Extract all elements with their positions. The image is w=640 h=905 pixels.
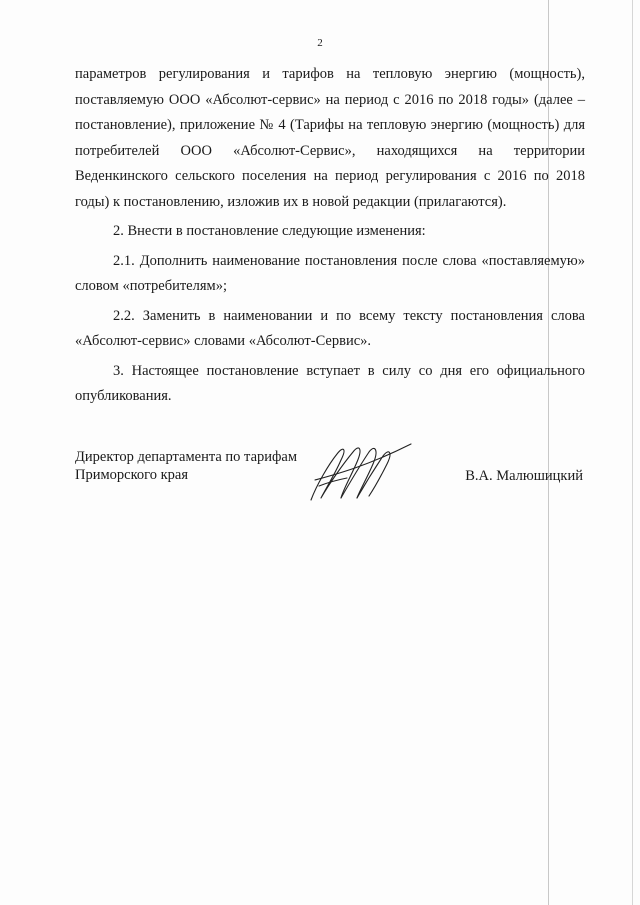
signatory-title-line-2: Приморского края xyxy=(75,467,189,483)
paragraph-item-3: 3. Настоящее постановление вступает в силу со дня его официального опубликования. xyxy=(75,362,585,404)
paragraph-item-2: 2. Внести в постановление следующие изменения: xyxy=(113,223,426,239)
paragraph-item-2-2: 2.2. Заменить в наименовании и по всему тексту постановления слова «Абсолют-сервис» словами «Абсолют-Сервис». xyxy=(75,307,585,349)
signatory-name: В.А. Малюшицкий xyxy=(465,468,583,484)
page-number: 2 xyxy=(317,37,323,49)
signatory-title xyxy=(75,448,297,484)
paragraph-continuation: параметров регулирования и тарифов на тепловую энергию (мощность), поставляемую ООО «Абсолют-сервис» на период с 2016 по 2018 годы» (далее – постановление), приложение № 4 (Тарифы на тепловую энергию (мощность) для потребителей ООО «Абсолют-Сервис», находящихся на территории Веденкинского сельского поселения на период регулирования с 2016 по 2018 годы) к постановлению, изложив их в новой редакции (прилагаются). xyxy=(75,66,585,210)
document-body xyxy=(75,62,585,410)
paragraph-item-2-1: 2.1. Дополнить наименование постановления после слова «поставляемую» словом «потребителям»; xyxy=(75,252,585,294)
signatory-title-line-1: Директор департамента по тарифам xyxy=(75,449,298,465)
signature-block xyxy=(75,448,585,508)
handwritten-signature xyxy=(307,434,417,506)
scan-artifact-line xyxy=(632,0,633,905)
